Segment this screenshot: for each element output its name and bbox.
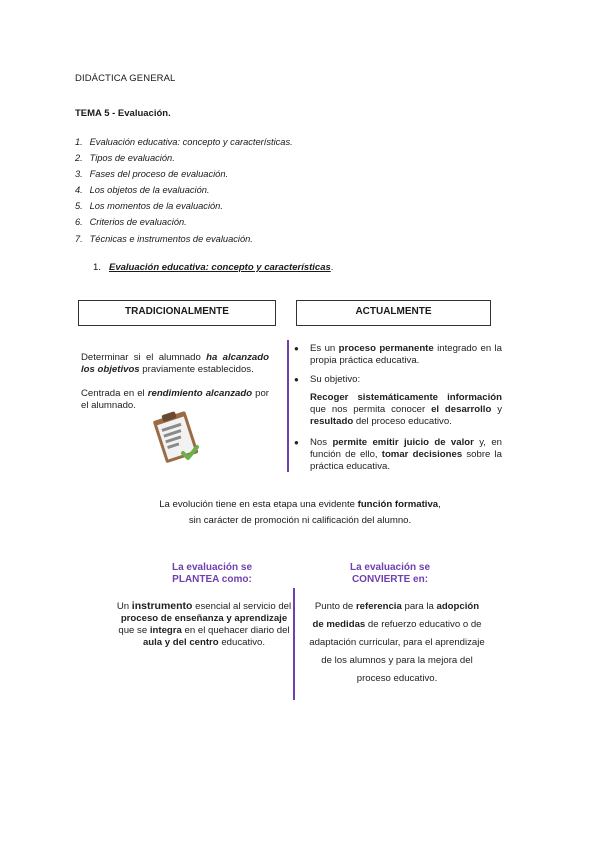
- list-item: ● Es un proceso permanente integrado en la propia práctica educativa.: [290, 343, 502, 367]
- table-of-contents: [75, 134, 293, 247]
- current-box: ACTUALMENTE: [296, 300, 491, 326]
- list-item: ● Nos permite emitir juicio de valor y, en función de ello, tomar decisiones sobre la práctica educativa.: [290, 437, 502, 473]
- toc-item: 5. Los momentos de la evaluación.: [75, 201, 223, 212]
- list-item: ● Su objetivo: Recoger sistemáticamente información que nos permita conocer el desarrollo y resultado del proceso educativo.: [290, 374, 502, 428]
- course-title: DIDÁCTICA GENERAL: [75, 73, 176, 84]
- toc-item: 3. Fases del proceso de evaluación.: [75, 169, 229, 180]
- plantea-text: Un instrumento esencial al servicio del proceso de enseñanza y aprendizaje que se integra en el quehacer diario del aula y del centro educativo.: [116, 600, 292, 648]
- divider-line: [287, 340, 289, 472]
- tema-title: TEMA 5 - Evaluación.: [75, 108, 171, 119]
- convierte-text: Punto de referencia para la adopción de medidas de refuerzo educativo o de adaptación curricular, para el aprendizaje de los alumnos y para la mejora del proceso educativo.: [309, 601, 485, 684]
- current-list: [290, 343, 502, 473]
- plantea-heading: La evaluación se PLANTEA como:: [171, 562, 253, 585]
- divider-line: [293, 588, 295, 700]
- traditional-box: TRADICIONALMENTE: [78, 300, 276, 326]
- convierte-heading: La evaluación se CONVIERTE en:: [349, 562, 431, 585]
- toc-item: 7. Técnicas e instrumentos de evaluación.: [75, 233, 253, 244]
- toc-item: 6. Criterios de evaluación.: [75, 217, 187, 228]
- traditional-focus-text: Centrada en el rendimiento alcanzado por el alumnado.: [81, 388, 270, 411]
- traditional-objective-text: Determinar si el alumnado ha alcanzado los objetivos praviamente establecidos.: [81, 352, 269, 375]
- toc-item: 2. Tipos de evaluación.: [75, 153, 175, 164]
- clipboard-check-icon: [143, 407, 209, 469]
- section-heading: 1. Evaluación educativa: concepto y características.: [93, 262, 334, 273]
- formative-statement: La evolución tiene en esta etapa una evidente función formativa, sin carácter de promoción ni calificación del alumno.: [159, 499, 441, 526]
- toc-item: 4. Los objetos de la evaluación.: [75, 185, 210, 196]
- toc-item: 1. Evaluación educativa: concepto y características.: [75, 137, 293, 147]
